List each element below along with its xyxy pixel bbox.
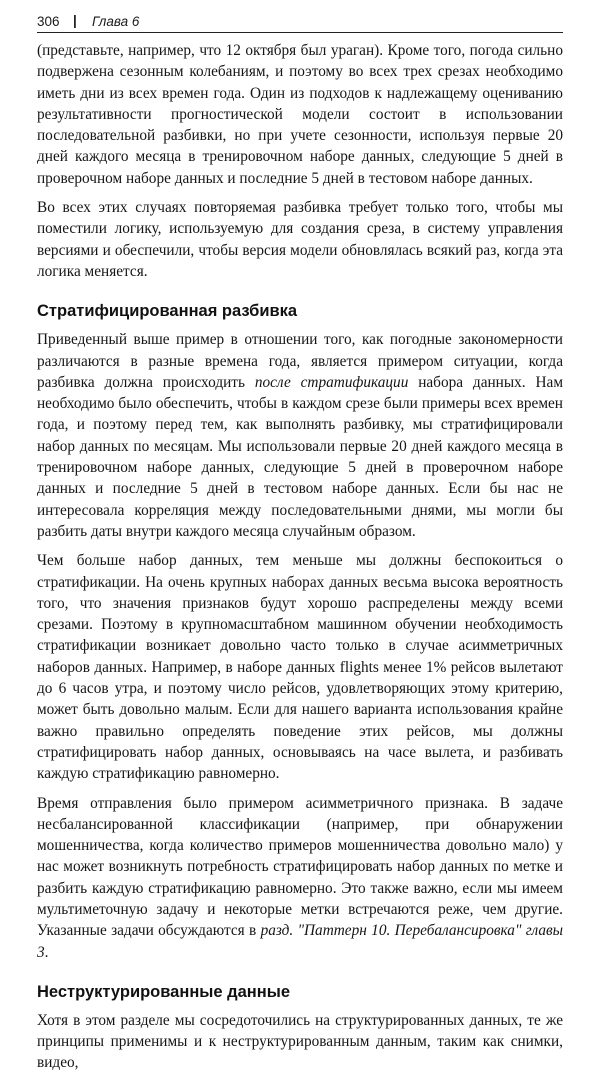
paragraph-seasonality: (представьте, например, что 12 октября был ураган). Кроме того, погода сильно подвержена сезонным колебаниям, и поэтому во всех трех срезах необходимо иметь дни из всех времен года. Один из подходов к надлежащему оцениванию результативности прогностической модели состоит в использовании последовательной разбивки, но при учете сезонности, используя первые 20 дней каждого месяца в тренировочном наборе данных, следующие 5 дней в проверочном наборе данных и последние 5 дней в тестовом наборе данных. <box>37 42 563 187</box>
page-number: 306 <box>37 14 60 29</box>
text-run: Время отправления было примером асимметричного признака. В задаче несбалансированной классификации (например, при обнаружении мошенничества, когда количество примеров мошенничества довольно мало) у нас может возникнуть потребность стратифицировать набор данных по метке и разбить каждую стратификацию равномерно. Это также важно, если мы имеем мультиметочную задачу и некоторые метки встречаются реже, чем другие. Указанные задачи обсуждаются в <box>37 794 563 940</box>
page-body <box>37 40 563 1082</box>
paragraph-unstructured: Хотя в этом разделе мы сосредоточились на структурированных данных, те же принципы применимы и к неструктурированным данным, таким как снимки, видео, <box>37 1011 563 1072</box>
paragraph-large-datasets: Чем больше набор данных, тем меньше мы должны беспокоиться о стратификации. На очень крупных наборах данных весьма высока вероятность того, что значения признаков будут хорошо распределены между всеми срезами. Поэтому в крупномасштабном машинном обучении необходимость стратификации возникает довольно часто только в случае асимметричных наборов данных. Например, в наборе данных flights менее 1% рейсов вылетают до 6 часов утра, и поэтому число рейсов, удовлетворяющих этому критерию, может быть довольно малым. Если для нашего варианта использования крайне важно правильно определять поведение этих рейсов, мы должны стратифицировать набор данных, основываясь на часе вылета, и разбивать каждую стратификацию равномерно. <box>37 552 563 783</box>
section-heading-unstructured-data: Неструктурированные данные <box>37 982 290 1001</box>
paragraph-stratification-example <box>37 329 563 542</box>
cross-reference: разд. "Паттерн 10. Перебалансировка" главы 3 <box>37 922 563 961</box>
text-run: Приведенный выше пример в отношении того, как погодные закономерности различаются в разные времена года, является примером ситуации, когда разбивка должна происходить <box>37 331 563 391</box>
section-heading-stratified-split: Стратифицированная разбивка <box>37 302 298 321</box>
header-separator: | <box>73 13 77 28</box>
paragraph-skewed-feature <box>37 793 563 963</box>
running-header <box>37 13 563 33</box>
italic-term: после стратификации <box>254 373 409 391</box>
paragraph-repeatable-split: Во всех этих случаях повторяемая разбивка требует только того, чтобы мы поместили логику, используемую для создания среза, в систему управления версиями и обеспечили, чтобы версия модели обновлялась всякий раз, когда эта логика меняется. <box>37 199 563 280</box>
text-run: набора данных. Нам необходимо было обеспечить, чтобы в каждом срезе были примеры всех времен года, и поэтому перед тем, как выполнять разбивку, мы стратифицировали набор данных по месяцам. Мы использовали первые 20 дней каждого месяца в тренировочном наборе данных, следующие 5 дней в проверочном наборе данных и последние 5 дней в тестовом наборе данных. Если бы нас не интересовала корреляция между последовательными днями, мы могли бы разбить даты внутри каждого месяца случайным образом. <box>37 373 564 540</box>
chapter-title: Глава 6 <box>92 14 140 29</box>
text-run: . <box>44 943 49 961</box>
